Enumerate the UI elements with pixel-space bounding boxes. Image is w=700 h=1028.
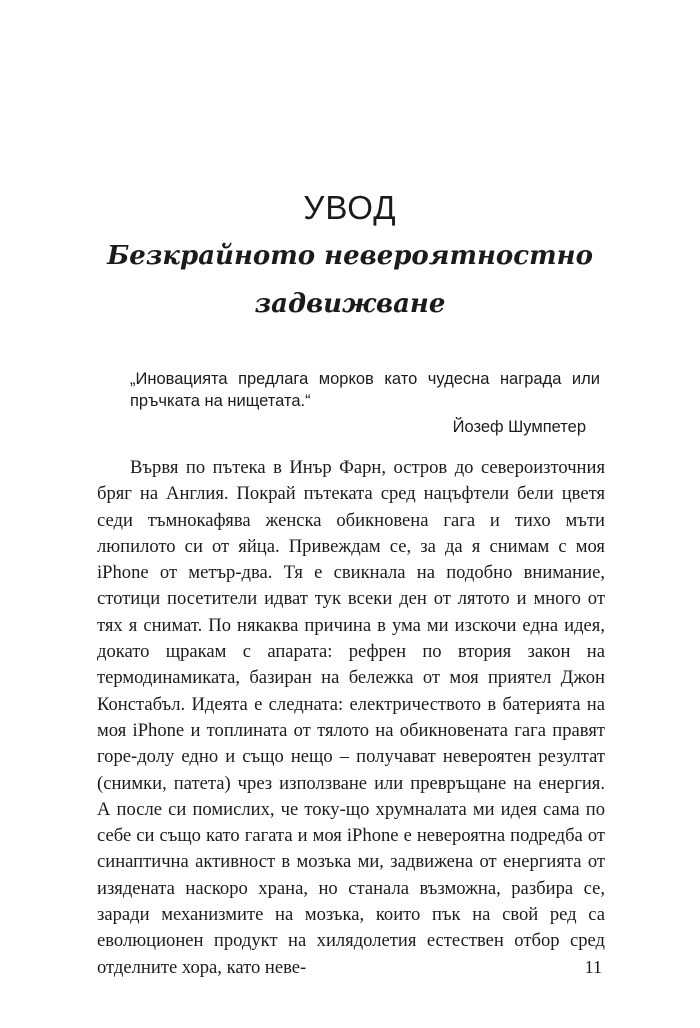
page-number: 11 (584, 957, 602, 977)
epigraph-author: Йозеф Шумпетер (452, 418, 586, 436)
chapter-title-line-1: Безкрайното невероятностно (107, 241, 593, 271)
body-paragraph: Вървя по пътека в Инър Фарн, остров до североизточния бряг на Англия. Покрай пътеката сред нацъфтели бели цветя седи тъмнокафява женска обикновена гага и тихо мъти люпилото си от яйца. Привеждам се, за да я снимам с моя iPhone от метър-два. Тя е свикнала на подобно внимание, стотици посетители идват тук всеки ден от лятото и много от тях я снимат. По някаква причина в ума ми изскочи една идея, докато щракам с апарата: рефрен по втория закон на термодинамиката, базиран на бележка от моя приятел Джон Констабъл. Идеята е следната: електричеството в батерията на моя iPhone и топлината от тялото на обикновената гага правят горе-долу едно и също нещо – получават невероятен резултат (снимки, патета) чрез използване или превръщане на енергия. А после си помислих, че току-що хрумналата ми идея сама по себе си също като гагата и моя iPhone е невероятна подредба от синаптична активност в мозъка ми, задвижена от енергията от изядената наскоро храна, но станала възможна, разбира се, заради механизмите на мозъка, които пък на свой ред са еволюционен продукт на хилядолетия естествен отбор сред отделните хора, като неве- (97, 457, 605, 978)
body-text (97, 455, 605, 981)
chapter-title (0, 232, 700, 328)
chapter-label: УВОД (303, 189, 397, 226)
chapter-title-line-2: задвижване (254, 289, 446, 319)
epigraph (130, 368, 600, 438)
epigraph-quote: „Иновацията предлага морков като чудесна награда или пръчката на нищетата.“ (130, 370, 600, 410)
